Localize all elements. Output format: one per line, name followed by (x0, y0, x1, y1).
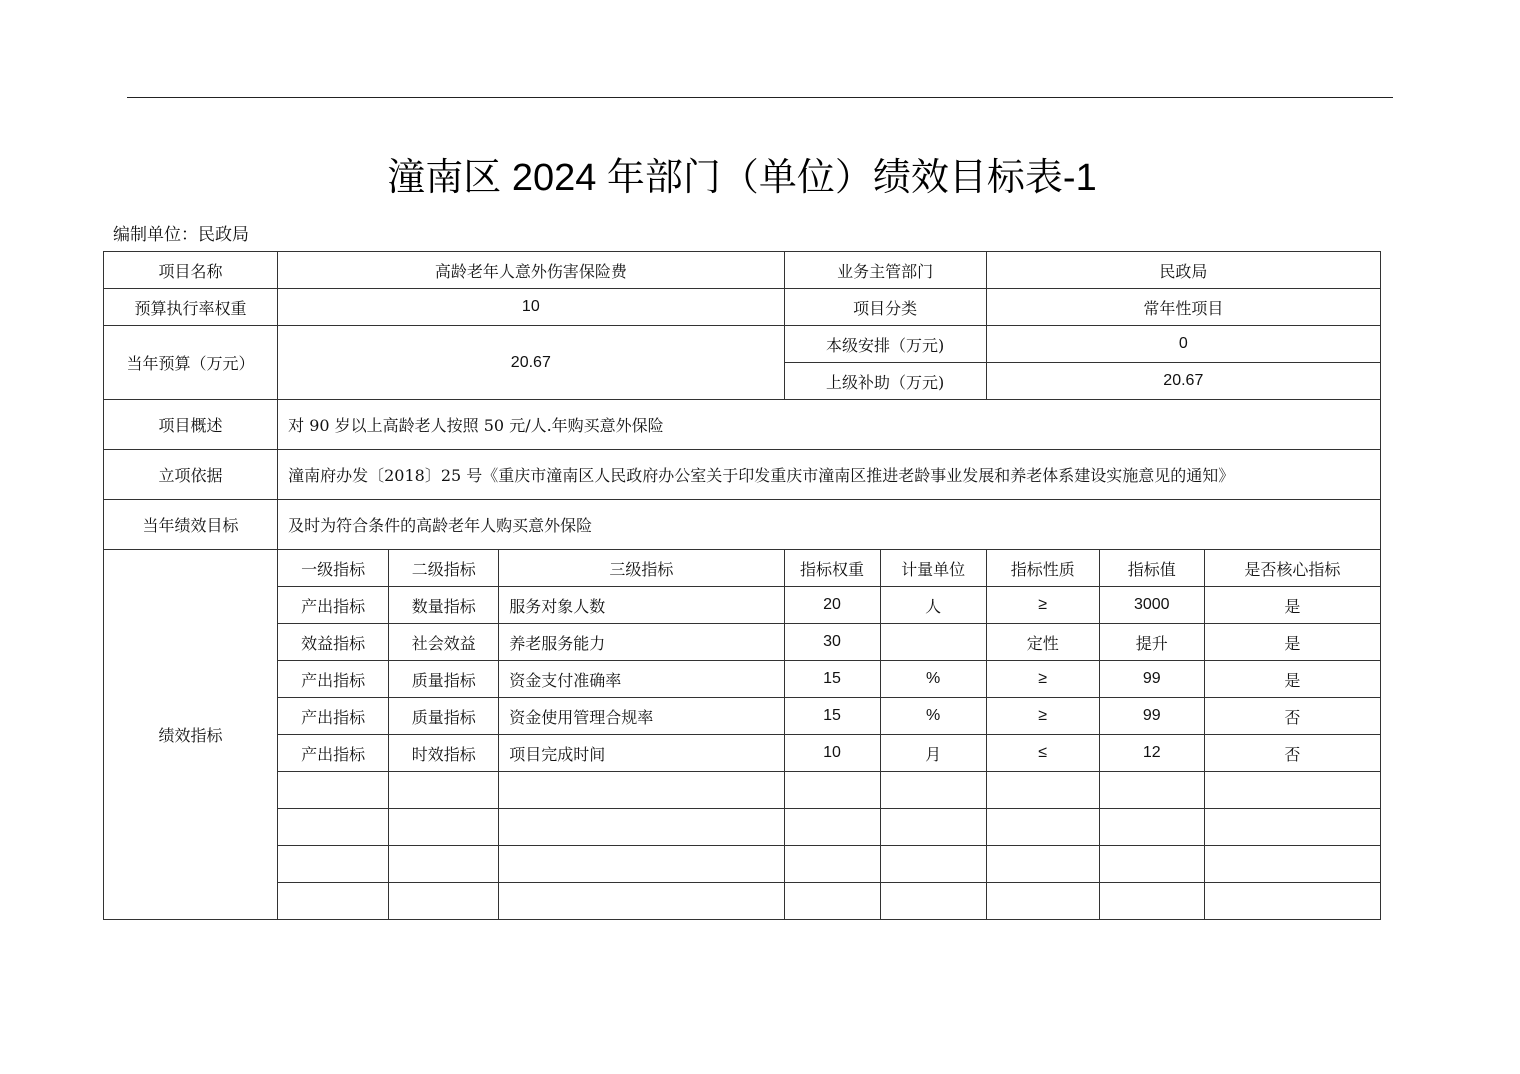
empty-cell (1204, 809, 1380, 846)
indicator-row (104, 624, 1381, 661)
empty-cell (880, 809, 986, 846)
unit-cell: % (880, 698, 986, 735)
empty-cell (389, 809, 499, 846)
value-header: 指标值 (1099, 550, 1204, 587)
empty-cell (1099, 809, 1204, 846)
empty-cell (278, 772, 389, 809)
budget-value: 20.67 (278, 326, 784, 400)
indicator-row (104, 698, 1381, 735)
goal-label: 当年绩效目标 (104, 500, 278, 550)
local-value: 0 (986, 326, 1380, 363)
upper-value: 20.67 (986, 363, 1380, 400)
budget-label: 当年预算（万元） (104, 326, 278, 400)
document-title: 潼南区 2024 年部门（单位）绩效目标表-1 (387, 157, 1097, 199)
project-name-label: 项目名称 (104, 252, 278, 289)
empty-cell (1099, 883, 1204, 920)
empty-cell (784, 846, 880, 883)
category-value: 常年性项目 (986, 289, 1380, 326)
nature-header: 指标性质 (986, 550, 1099, 587)
empty-cell (278, 846, 389, 883)
empty-cell (1204, 846, 1380, 883)
empty-cell (784, 809, 880, 846)
indicator-row (104, 661, 1381, 698)
value-cell: 12 (1099, 735, 1204, 772)
empty-cell (986, 809, 1099, 846)
level2-cell: 时效指标 (389, 735, 499, 772)
nature-cell: 定性 (986, 624, 1099, 661)
empty-cell (499, 846, 784, 883)
level2-cell: 质量指标 (389, 698, 499, 735)
level1-cell: 效益指标 (278, 624, 389, 661)
header-rule (127, 97, 1393, 98)
level1-header: 一级指标 (278, 550, 389, 587)
empty-cell (278, 809, 389, 846)
weight-cell: 15 (784, 698, 880, 735)
indicator-row (104, 587, 1381, 624)
unit-header: 计量单位 (880, 550, 986, 587)
empty-cell (1204, 772, 1380, 809)
empty-cell (880, 883, 986, 920)
weight-label: 预算执行率权重 (104, 289, 278, 326)
indicator-row-empty (104, 809, 1381, 846)
level3-header: 三级指标 (499, 550, 784, 587)
unit-cell: % (880, 661, 986, 698)
empty-cell (1099, 772, 1204, 809)
local-label: 本级安排（万元) (784, 326, 986, 363)
empty-cell (278, 883, 389, 920)
weight-header: 指标权重 (784, 550, 880, 587)
value-cell: 99 (1099, 698, 1204, 735)
value-cell: 99 (1099, 661, 1204, 698)
weight-cell: 10 (784, 735, 880, 772)
core-cell: 否 (1204, 698, 1380, 735)
indicator-row-empty (104, 883, 1381, 920)
core-header: 是否核心指标 (1204, 550, 1380, 587)
level2-cell: 数量指标 (389, 587, 499, 624)
core-cell: 是 (1204, 587, 1380, 624)
empty-cell (499, 883, 784, 920)
indicator-section-label: 绩效指标 (104, 550, 278, 920)
unit-cell (880, 624, 986, 661)
level3-cell: 资金支付准确率 (499, 661, 784, 698)
category-label: 项目分类 (784, 289, 986, 326)
summary-value: 对 90 岁以上高龄老人按照 50 元/人.年购买意外保险 (278, 400, 1381, 450)
upper-label: 上级补助（万元) (784, 363, 986, 400)
unit-cell: 月 (880, 735, 986, 772)
empty-cell (1099, 846, 1204, 883)
empty-cell (880, 846, 986, 883)
goal-value: 及时为符合条件的高龄老年人购买意外保险 (278, 500, 1381, 550)
level2-header: 二级指标 (389, 550, 499, 587)
basis-value: 潼南府办发〔2018〕25 号《重庆市潼南区人民政府办公室关于印发重庆市潼南区推进老龄事业发展和养老体系建设实施意见的通知》 (278, 450, 1381, 500)
org-label: 编制单位：民政局 (113, 225, 249, 245)
empty-cell (499, 772, 784, 809)
summary-label: 项目概述 (104, 400, 278, 450)
basis-label: 立项依据 (104, 450, 278, 500)
core-cell: 是 (1204, 624, 1380, 661)
performance-table (103, 251, 1381, 920)
level3-cell: 资金使用管理合规率 (499, 698, 784, 735)
level3-cell: 养老服务能力 (499, 624, 784, 661)
empty-cell (389, 883, 499, 920)
project-name-value: 高龄老年人意外伤害保险费 (278, 252, 784, 289)
level2-cell: 社会效益 (389, 624, 499, 661)
nature-cell: ≥ (986, 661, 1099, 698)
indicator-row-empty (104, 772, 1381, 809)
weight-cell: 30 (784, 624, 880, 661)
empty-cell (389, 846, 499, 883)
empty-cell (986, 772, 1099, 809)
value-cell: 提升 (1099, 624, 1204, 661)
core-cell: 否 (1204, 735, 1380, 772)
nature-cell: ≥ (986, 587, 1099, 624)
empty-cell (986, 883, 1099, 920)
level3-cell: 项目完成时间 (499, 735, 784, 772)
level3-cell: 服务对象人数 (499, 587, 784, 624)
dept-value: 民政局 (986, 252, 1380, 289)
level1-cell: 产出指标 (278, 698, 389, 735)
core-cell: 是 (1204, 661, 1380, 698)
empty-cell (784, 772, 880, 809)
nature-cell: ≥ (986, 698, 1099, 735)
empty-cell (499, 809, 784, 846)
weight-cell: 20 (784, 587, 880, 624)
indicator-row-empty (104, 846, 1381, 883)
level1-cell: 产出指标 (278, 587, 389, 624)
level1-cell: 产出指标 (278, 735, 389, 772)
empty-cell (986, 846, 1099, 883)
weight-cell: 15 (784, 661, 880, 698)
empty-cell (389, 772, 499, 809)
indicator-row (104, 735, 1381, 772)
level1-cell: 产出指标 (278, 661, 389, 698)
unit-cell: 人 (880, 587, 986, 624)
empty-cell (784, 883, 880, 920)
value-cell: 3000 (1099, 587, 1204, 624)
empty-cell (1204, 883, 1380, 920)
nature-cell: ≤ (986, 735, 1099, 772)
level2-cell: 质量指标 (389, 661, 499, 698)
weight-value: 10 (278, 289, 784, 326)
dept-label: 业务主管部门 (784, 252, 986, 289)
empty-cell (880, 772, 986, 809)
